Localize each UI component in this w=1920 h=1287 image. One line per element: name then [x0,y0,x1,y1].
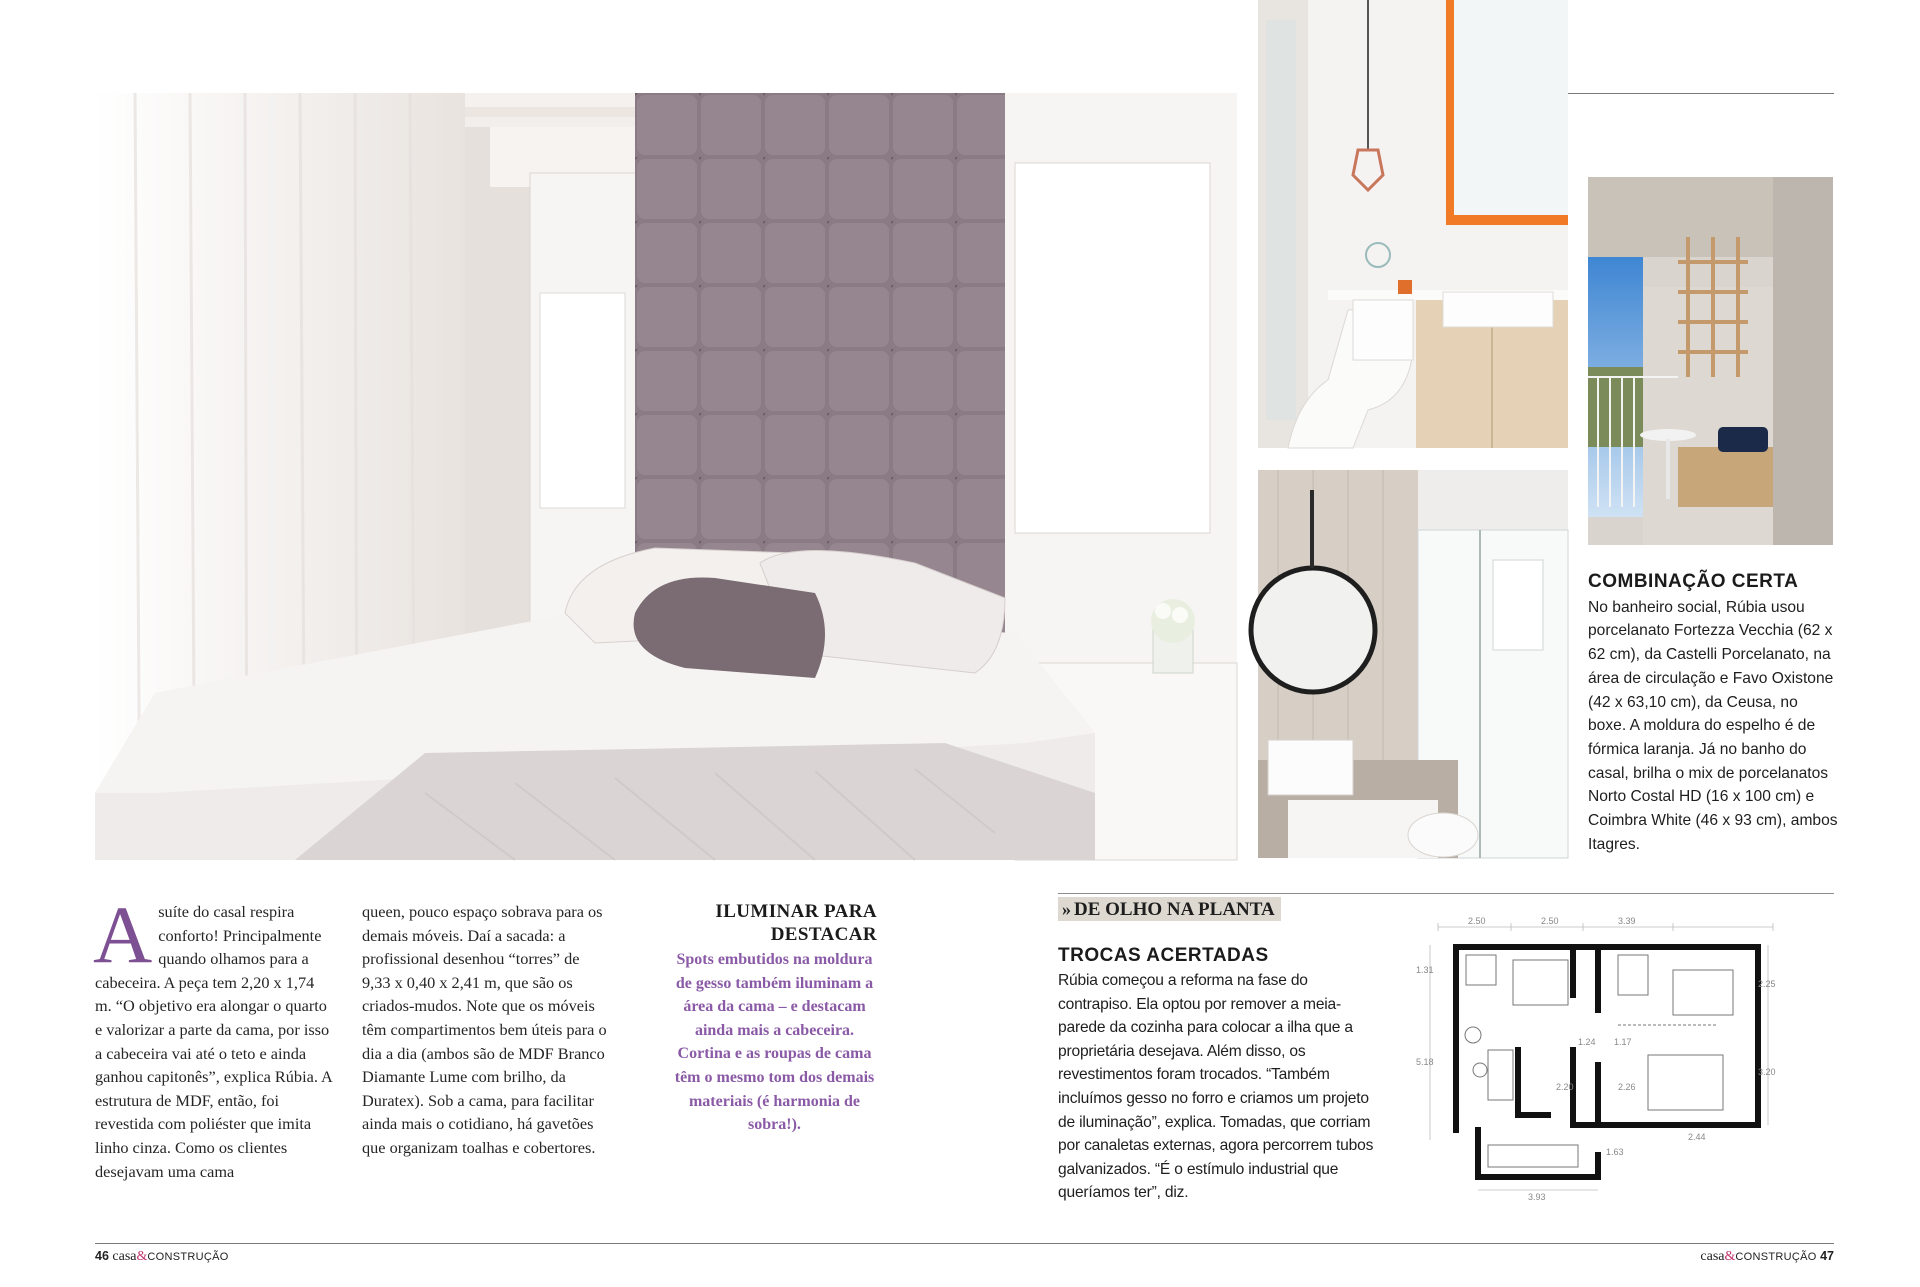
plan-dim-9: 1.17 [1614,1037,1632,1047]
plan-dim-4: 1.31 [1416,965,1434,975]
planta-title: TROCAS ACERTADAS [1058,945,1269,966]
bedroom-photo [95,93,1237,860]
dropcap-letter: A [93,889,153,980]
brand-amp-left: & [136,1249,148,1264]
page-number-right: 47 [1820,1249,1834,1263]
brand-casa-right: casa [1700,1249,1725,1264]
master-bathroom-illustration [1258,470,1568,858]
brand-construcao-right: CONSTRUÇÃO [1735,1251,1817,1263]
planta-article [1058,945,1376,1205]
planta-section-label: DE OLHO NA PLANTA [1074,899,1275,920]
body-column-2 [362,900,612,1160]
brand-casa-left: casa [112,1249,137,1264]
folio-right [1700,1248,1834,1265]
plan-dim-10: 2.20 [1556,1082,1574,1092]
sidebar-text: No banheiro social, Rúbia usou porcelanato Fortezza Vecchia (62 x 62 cm), da Castelli Porcelanato, na área de circulação e Favo Oxistone (42 x 63,10 cm), da Ceusa, no boxe. A moldura do espelho é de fórmica laranja. Já no banho do casal, brilha o mix de porcelanatos Norto Costal HD (16 x 100 cm) e Coimbra White (46 x 93 cm), ambos Itagres. [1588,598,1838,853]
pull-quote-text: Spots embutidos na moldura de gesso também iluminam a área da cama – e destacam ainda mais a cabeceira. Cortina e as roupas de cama têm o mesmo tom dos demais materiais (é harmonia de sobra!). [674,951,875,1134]
plan-dim-14: 3.93 [1528,1192,1546,1202]
balcony-photo [1588,177,1833,545]
brand-construcao-left: CONSTRUÇÃO [147,1251,229,1263]
brand-amp-right: & [1724,1249,1736,1264]
folio-left [95,1248,229,1265]
bedroom-photo-illustration [95,93,1237,860]
floor-plan-drawing [1418,915,1778,1200]
body-column-1 [93,889,335,1183]
sidebar-title: COMBINAÇÃO CERTA [1588,571,1799,592]
body-column-1-text: suíte do casal respira conforto! Principalmente quando olhamos para a cabeceira. A peça tem 2,20 x 1,74 m. “O objetivo era alongar o quarto e valorizar a parte da cama, por isso a cabeceira vai até o teto e ainda ganhou capitonês”, explica Rúbia. A estrutura de MDF, então, foi revestida com poliéster que imita linho cinza. Como os clientes desejavam uma cama [95,902,332,1181]
body-column-2-text: queen, pouco espaço sobrava para os demais móveis. Daí a sacada: a profissional desenhou “torres” de 9,33 x 0,40 x 2,41 m, que são os criados-mudos. Note que os móveis têm compartimentos bem úteis para o dia a dia (ambos são de MDF Branco Diamante Lume com brilho, da Duratex). Sob a cama, para facilitar ainda mais o cotidiano, há gavetões que organizam toalhas e cobertores. [362,902,607,1157]
social-bathroom-illustration [1258,0,1568,448]
planta-section-tag [1058,897,1281,921]
plan-dim-13: 1.63 [1606,1147,1624,1157]
pull-quote [672,900,877,1137]
plan-dim-1: 2.50 [1468,916,1486,926]
double-chevron-icon: » [1062,899,1071,919]
sidebar-caption [1588,570,1838,856]
plan-dim-6: 5.18 [1416,1057,1434,1067]
balcony-illustration [1588,177,1833,545]
plan-dim-2: 2.50 [1541,916,1559,926]
pull-quote-title: ILUMINAR PARA DESTACAR [715,901,877,945]
footer-rule [95,1243,1834,1244]
plan-dim-12: 2.44 [1688,1132,1706,1142]
plan-dim-11: 2.26 [1618,1082,1636,1092]
plan-dim-8: 1.24 [1578,1037,1596,1047]
master-bathroom-photo [1258,470,1568,858]
planta-text: Rúbia começou a reforma na fase do contrapiso. Ela optou por remover a meia-parede da cozinha para colocar a ilha que a proprietária desejava. Além disso, os revestimentos foram trocados. “Também incluímos gesso no forro e criamos um projeto de iluminação”, explica. Tomadas, que corriam por canaletas externas, agora percorrem tubos galvanizados. “É o estímulo industrial que queríamos ter”, diz. [1058,972,1374,1202]
planta-section-rule [1058,893,1834,894]
plan-dim-7: 3.20 [1758,1067,1776,1077]
page-number-left: 46 [95,1249,109,1263]
plan-dim-5: 2.25 [1758,979,1776,989]
plan-dim-3: 3.39 [1618,916,1636,926]
social-bathroom-photo [1258,0,1568,448]
top-right-rule [1568,93,1834,94]
